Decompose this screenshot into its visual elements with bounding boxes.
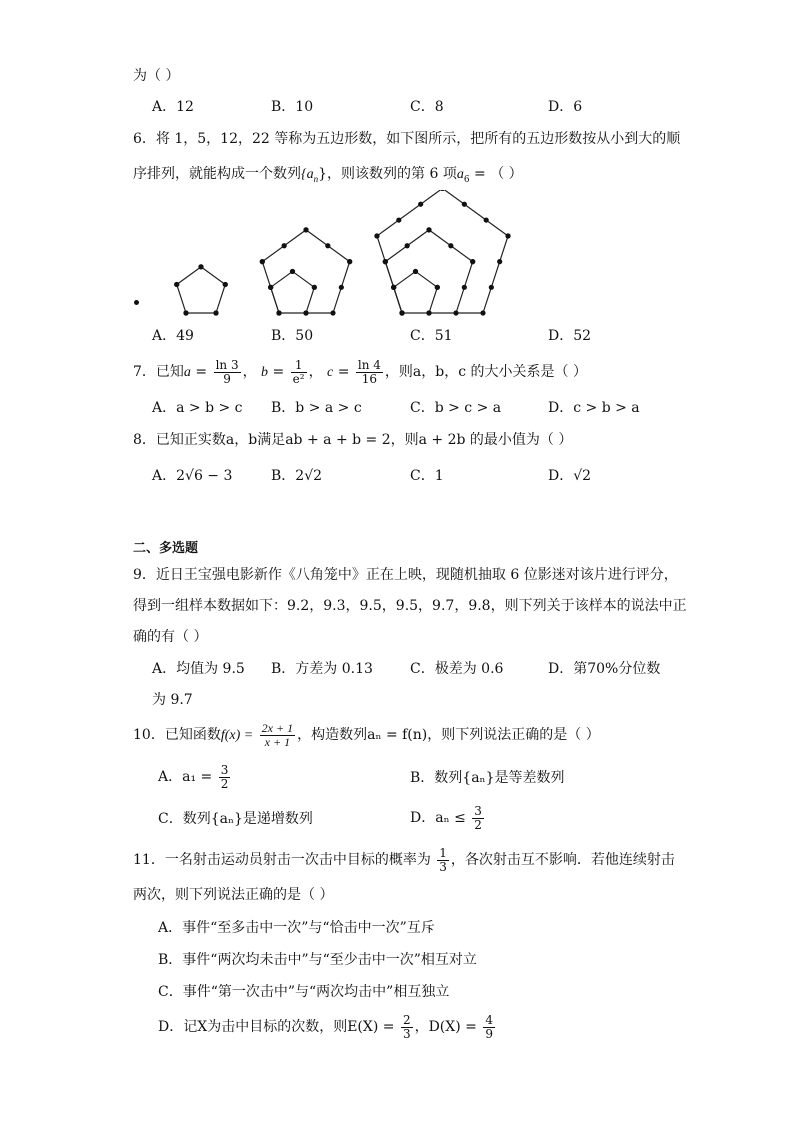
q7-option-a: A．a > b > c	[152, 400, 243, 416]
figure-edge	[394, 271, 416, 287]
q9-line3: 确的有（ ）	[133, 629, 208, 645]
figure-dot	[418, 202, 423, 207]
q11-line2: 两次，则下列说法正确的是（ ）	[133, 887, 334, 903]
q5-tail: 为（ ）	[133, 68, 180, 84]
q9-option-b: B．方差为 0.13	[271, 661, 373, 677]
q10-option-c: C．数列{aₙ}是递增数列	[158, 811, 313, 827]
q6-option-c: C．51	[410, 328, 453, 344]
q10-option-a: A．a₁ = $\frac{3}{2}$	[158, 762, 229, 791]
figure-dot	[374, 233, 379, 238]
figure-dot	[339, 285, 344, 290]
q11-option-a: A．事件“至多击中一次”与“恰击中一次”互斥	[158, 920, 435, 936]
figure-edge	[306, 287, 314, 313]
q8-option-c: C．1	[410, 468, 444, 484]
q11-line1: 11．一名射击运动员射击一次击中目标的概率为 $\frac{1}{3}$ ，各次射击互不影响．若他连续射击	[133, 845, 675, 874]
figure-edge	[443, 190, 509, 236]
figure-dot	[484, 217, 489, 222]
q9-option-d: D．第70%分位数	[548, 661, 661, 677]
figure-edge	[293, 271, 315, 287]
figure-dot	[440, 190, 445, 191]
figure-edge	[429, 287, 437, 313]
figure-dot	[290, 269, 295, 274]
figure-dot	[260, 259, 265, 264]
q6-option-a: A．49	[152, 328, 194, 344]
figure-edge	[271, 271, 293, 287]
q9-option-c: C．极差为 0.6	[410, 661, 504, 677]
q9-line2: 得到一组样本数据如下：9.2，9.3，9.5，9.5，9.7，9.8，则下列关于该样本的说法中正	[133, 598, 687, 614]
figure-dot	[213, 310, 218, 315]
figure-dot	[453, 310, 458, 315]
figure-dot	[276, 310, 281, 315]
figure-dot	[413, 269, 418, 274]
figure-dot	[470, 259, 475, 264]
figure-dot	[303, 310, 308, 315]
q8-option-a: A．2√6 − 3	[152, 468, 233, 484]
q10-stem: 10．已知函数f(x) = $\frac{2x + 1}{x + 1}$ ，构造数列aₙ = f(n)，则下列说法正确的是（ ）	[133, 720, 600, 749]
figure-dot	[282, 243, 287, 248]
figure-dot	[330, 310, 335, 315]
figure-dot	[268, 285, 273, 290]
q5-option-d: D．6	[548, 99, 583, 115]
figure-dot	[325, 243, 330, 248]
q8-stem: 8．已知正实数a，b满足ab + a + b = 2，则a + 2b 的最小值为（ ）	[133, 432, 573, 448]
figure-edge	[483, 236, 508, 313]
bullet-dot	[134, 300, 139, 305]
section-multiple-choice-heading: 二、多选题	[133, 541, 199, 556]
figure-edge	[416, 271, 438, 287]
q11-option-d: D．记X为击中目标的次数，则E(X) = $\frac{2}{3}$ ，D(X) = $\frac{4}{9}$	[158, 1012, 493, 1041]
q8-option-b: B．2√2	[271, 468, 323, 484]
figure-dot	[448, 243, 453, 248]
q5-option-b: B．10	[271, 99, 314, 115]
figure-edge	[177, 284, 186, 313]
q9-line1: 9．近日王宝强电影新作《八角笼中》正在上映，现随机抽取 6 位影迷对该片进行评分，	[133, 567, 678, 583]
q7-option-d: D．c > b > a	[548, 400, 640, 416]
figure-dot	[391, 285, 396, 290]
q7-option-b: B．b > a > c	[271, 400, 362, 416]
figure-dot	[174, 282, 179, 287]
figure-edge	[377, 236, 402, 313]
figure-dot	[462, 285, 467, 290]
pentagonal-numbers-figure	[120, 190, 520, 320]
figure-dot	[405, 243, 410, 248]
q10-option-d: D．aₙ ≤ $\frac{3}{2}$	[410, 803, 482, 832]
figure-dot	[383, 259, 388, 264]
figure-dot	[489, 285, 494, 290]
q10-option-b: B．数列{aₙ}是等差数列	[410, 770, 565, 786]
figure-edge	[216, 284, 225, 313]
figure-dot	[426, 227, 431, 232]
q6-option-d: D．52	[548, 328, 592, 344]
q9-option-a: A．均值为 9.5	[152, 661, 245, 677]
figure-dot	[303, 227, 308, 232]
q6-line1: 6．将 1，5，12，22 等称为五边形数，如下图所示，把所有的五边形数按从小到大的顺	[133, 131, 681, 147]
q11-option-c: C．事件“第一次击中”与“两次均击中”相互独立	[158, 984, 450, 1000]
q6-line2: 序排列，就能构成一个数列$\{a_n\}$，则该数列的第 6 项$a_6$ = （ ）	[133, 166, 523, 185]
figure-dot	[396, 217, 401, 222]
q5-option-a: A．12	[152, 99, 194, 115]
q6-option-b: B．50	[271, 328, 314, 344]
figure-dot	[399, 310, 404, 315]
figure-dot	[480, 310, 485, 315]
figure-dot	[462, 202, 467, 207]
figure-dot	[497, 259, 502, 264]
figure-dot	[347, 259, 352, 264]
figure-dot	[183, 310, 188, 315]
figure-dot	[505, 233, 510, 238]
figure-dot	[223, 282, 228, 287]
q7-option-c: C．b > c > a	[410, 400, 502, 416]
q8-option-d: D．√2	[548, 468, 592, 484]
figure-edge	[177, 267, 201, 285]
figure-dot	[312, 285, 317, 290]
q11-option-b: B．事件“两次均未击中”与“至少击中一次”相互对立	[158, 952, 477, 968]
figure-dot	[426, 310, 431, 315]
figure-dot	[198, 264, 203, 269]
q5-option-c: C．8	[410, 99, 444, 115]
q9-option-d-continued: 为 9.7	[152, 692, 193, 708]
figure-edge	[201, 267, 225, 285]
figure-dot	[435, 285, 440, 290]
q7-stem: 7．已知a = $\frac{\ln 3}{9}$ ， b = $\frac{1}{\text{e²}}$ ， c = $\frac{\ln 4}{16}$ ，则a，b，c 的大小关系是（ ）	[133, 357, 587, 386]
figure-edge	[377, 190, 443, 236]
